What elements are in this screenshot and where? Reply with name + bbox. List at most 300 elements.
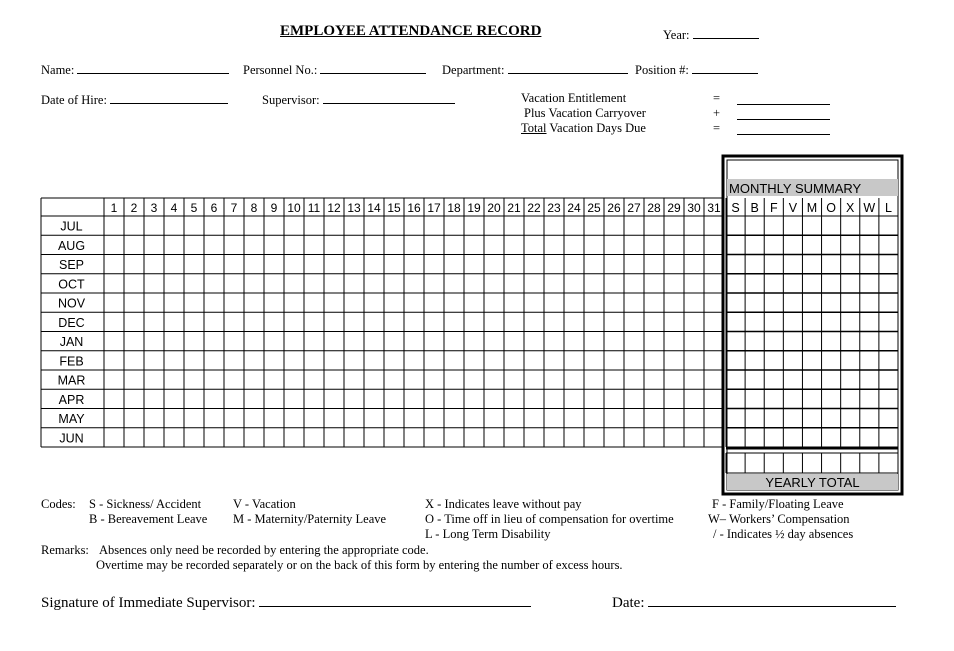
summary-cell[interactable] [765, 332, 783, 350]
summary-cell[interactable] [822, 351, 840, 369]
attendance-cell[interactable] [105, 236, 124, 254]
attendance-cell[interactable] [345, 371, 364, 389]
attendance-cell[interactable] [405, 236, 424, 254]
attendance-cell[interactable] [245, 428, 264, 446]
attendance-cell[interactable] [705, 236, 724, 254]
summary-cell[interactable] [746, 428, 764, 446]
attendance-cell[interactable] [425, 390, 444, 408]
attendance-cell[interactable] [645, 351, 664, 369]
summary-cell[interactable] [803, 217, 821, 235]
summary-cell[interactable] [822, 313, 840, 331]
attendance-cell[interactable] [425, 428, 444, 446]
attendance-cell[interactable] [645, 255, 664, 273]
attendance-cell[interactable] [525, 332, 544, 350]
summary-cell[interactable] [860, 294, 878, 312]
attendance-cell[interactable] [325, 409, 344, 427]
attendance-cell[interactable] [565, 255, 584, 273]
summary-cell[interactable] [879, 332, 897, 350]
summary-cell[interactable] [727, 351, 745, 369]
attendance-cell[interactable] [125, 371, 144, 389]
summary-cell[interactable] [765, 371, 783, 389]
summary-cell[interactable] [860, 332, 878, 350]
attendance-cell[interactable] [325, 351, 344, 369]
yearly-total-cell[interactable] [822, 454, 840, 473]
signature-blank[interactable] [259, 592, 531, 607]
attendance-cell[interactable] [245, 217, 264, 235]
summary-cell[interactable] [822, 274, 840, 292]
attendance-cell[interactable] [125, 409, 144, 427]
attendance-cell[interactable] [445, 313, 464, 331]
attendance-cell[interactable] [545, 409, 564, 427]
attendance-cell[interactable] [705, 409, 724, 427]
attendance-cell[interactable] [405, 274, 424, 292]
attendance-cell[interactable] [685, 274, 704, 292]
summary-cell[interactable] [727, 428, 745, 446]
attendance-cell[interactable] [505, 217, 524, 235]
attendance-cell[interactable] [705, 294, 724, 312]
summary-cell[interactable] [784, 428, 802, 446]
attendance-cell[interactable] [505, 390, 524, 408]
summary-cell[interactable] [727, 332, 745, 350]
attendance-cell[interactable] [205, 409, 224, 427]
summary-cell[interactable] [765, 409, 783, 427]
attendance-cell[interactable] [325, 332, 344, 350]
attendance-cell[interactable] [345, 217, 364, 235]
attendance-cell[interactable] [565, 236, 584, 254]
attendance-cell[interactable] [465, 274, 484, 292]
attendance-cell[interactable] [145, 236, 164, 254]
attendance-cell[interactable] [465, 255, 484, 273]
attendance-cell[interactable] [285, 274, 304, 292]
yearly-total-cell[interactable] [860, 454, 878, 473]
attendance-cell[interactable] [525, 255, 544, 273]
attendance-cell[interactable] [385, 313, 404, 331]
attendance-cell[interactable] [325, 255, 344, 273]
attendance-cell[interactable] [505, 274, 524, 292]
attendance-cell[interactable] [625, 236, 644, 254]
attendance-cell[interactable] [145, 255, 164, 273]
attendance-cell[interactable] [585, 332, 604, 350]
attendance-cell[interactable] [665, 313, 684, 331]
attendance-cell[interactable] [545, 274, 564, 292]
attendance-cell[interactable] [245, 351, 264, 369]
attendance-cell[interactable] [205, 428, 224, 446]
attendance-cell[interactable] [305, 371, 324, 389]
summary-cell[interactable] [746, 274, 764, 292]
attendance-cell[interactable] [205, 371, 224, 389]
yearly-total-cell[interactable] [784, 454, 802, 473]
attendance-cell[interactable] [385, 236, 404, 254]
attendance-cell[interactable] [405, 332, 424, 350]
attendance-cell[interactable] [545, 313, 564, 331]
attendance-cell[interactable] [545, 255, 564, 273]
attendance-cell[interactable] [485, 351, 504, 369]
summary-cell[interactable] [803, 294, 821, 312]
attendance-cell[interactable] [185, 274, 204, 292]
attendance-cell[interactable] [405, 294, 424, 312]
attendance-cell[interactable] [285, 294, 304, 312]
attendance-cell[interactable] [465, 294, 484, 312]
attendance-cell[interactable] [445, 294, 464, 312]
summary-cell[interactable] [879, 236, 897, 254]
attendance-cell[interactable] [165, 351, 184, 369]
attendance-cell[interactable] [705, 217, 724, 235]
attendance-cell[interactable] [365, 274, 384, 292]
attendance-cell[interactable] [565, 390, 584, 408]
attendance-cell[interactable] [605, 313, 624, 331]
attendance-cell[interactable] [205, 217, 224, 235]
summary-cell[interactable] [727, 294, 745, 312]
attendance-cell[interactable] [485, 371, 504, 389]
attendance-cell[interactable] [365, 332, 384, 350]
attendance-cell[interactable] [165, 236, 184, 254]
attendance-cell[interactable] [525, 313, 544, 331]
attendance-cell[interactable] [285, 409, 304, 427]
attendance-cell[interactable] [245, 236, 264, 254]
attendance-cell[interactable] [305, 332, 324, 350]
attendance-cell[interactable] [485, 217, 504, 235]
attendance-cell[interactable] [365, 409, 384, 427]
summary-cell[interactable] [765, 351, 783, 369]
attendance-cell[interactable] [565, 332, 584, 350]
summary-cell[interactable] [746, 236, 764, 254]
attendance-cell[interactable] [385, 351, 404, 369]
attendance-cell[interactable] [105, 351, 124, 369]
attendance-cell[interactable] [365, 428, 384, 446]
attendance-cell[interactable] [265, 351, 284, 369]
attendance-cell[interactable] [425, 294, 444, 312]
attendance-cell[interactable] [245, 332, 264, 350]
attendance-cell[interactable] [585, 255, 604, 273]
attendance-cell[interactable] [585, 274, 604, 292]
attendance-cell[interactable] [365, 313, 384, 331]
attendance-cell[interactable] [205, 313, 224, 331]
attendance-cell[interactable] [565, 217, 584, 235]
attendance-cell[interactable] [345, 313, 364, 331]
attendance-cell[interactable] [605, 236, 624, 254]
attendance-cell[interactable] [345, 428, 364, 446]
attendance-cell[interactable] [485, 313, 504, 331]
attendance-cell[interactable] [125, 274, 144, 292]
summary-cell[interactable] [803, 428, 821, 446]
attendance-cell[interactable] [385, 390, 404, 408]
attendance-cell[interactable] [105, 217, 124, 235]
attendance-cell[interactable] [705, 428, 724, 446]
attendance-cell[interactable] [305, 313, 324, 331]
attendance-cell[interactable] [385, 371, 404, 389]
summary-cell[interactable] [784, 217, 802, 235]
attendance-cell[interactable] [365, 294, 384, 312]
attendance-cell[interactable] [605, 332, 624, 350]
yearly-total-cell[interactable] [841, 454, 859, 473]
attendance-cell[interactable] [285, 351, 304, 369]
attendance-cell[interactable] [705, 274, 724, 292]
attendance-cell[interactable] [605, 294, 624, 312]
attendance-cell[interactable] [505, 351, 524, 369]
attendance-cell[interactable] [525, 274, 544, 292]
attendance-cell[interactable] [485, 255, 504, 273]
attendance-cell[interactable] [685, 294, 704, 312]
attendance-cell[interactable] [485, 409, 504, 427]
summary-cell[interactable] [879, 294, 897, 312]
attendance-cell[interactable] [345, 332, 364, 350]
summary-cell[interactable] [822, 428, 840, 446]
attendance-cell[interactable] [625, 390, 644, 408]
attendance-cell[interactable] [365, 390, 384, 408]
summary-cell[interactable] [727, 313, 745, 331]
attendance-cell[interactable] [505, 409, 524, 427]
attendance-cell[interactable] [225, 332, 244, 350]
summary-cell[interactable] [841, 428, 859, 446]
attendance-cell[interactable] [405, 313, 424, 331]
summary-cell[interactable] [860, 255, 878, 273]
attendance-cell[interactable] [645, 313, 664, 331]
attendance-cell[interactable] [645, 390, 664, 408]
attendance-cell[interactable] [625, 409, 644, 427]
attendance-cell[interactable] [365, 217, 384, 235]
attendance-cell[interactable] [545, 351, 564, 369]
summary-cell[interactable] [860, 274, 878, 292]
attendance-cell[interactable] [245, 255, 264, 273]
summary-cell[interactable] [860, 351, 878, 369]
attendance-cell[interactable] [205, 390, 224, 408]
summary-cell[interactable] [746, 313, 764, 331]
summary-cell[interactable] [765, 390, 783, 408]
attendance-cell[interactable] [245, 390, 264, 408]
attendance-cell[interactable] [305, 351, 324, 369]
attendance-cell[interactable] [505, 313, 524, 331]
summary-cell[interactable] [860, 409, 878, 427]
attendance-cell[interactable] [285, 236, 304, 254]
attendance-cell[interactable] [105, 294, 124, 312]
attendance-cell[interactable] [565, 351, 584, 369]
attendance-cell[interactable] [585, 217, 604, 235]
attendance-cell[interactable] [485, 428, 504, 446]
summary-cell[interactable] [841, 371, 859, 389]
attendance-cell[interactable] [145, 217, 164, 235]
attendance-cell[interactable] [405, 351, 424, 369]
summary-cell[interactable] [784, 390, 802, 408]
attendance-cell[interactable] [325, 390, 344, 408]
attendance-cell[interactable] [325, 294, 344, 312]
summary-cell[interactable] [860, 236, 878, 254]
attendance-cell[interactable] [645, 274, 664, 292]
attendance-cell[interactable] [645, 236, 664, 254]
attendance-cell[interactable] [605, 255, 624, 273]
summary-cell[interactable] [879, 371, 897, 389]
attendance-cell[interactable] [325, 313, 344, 331]
attendance-cell[interactable] [245, 274, 264, 292]
attendance-cell[interactable] [425, 236, 444, 254]
attendance-cell[interactable] [325, 217, 344, 235]
attendance-cell[interactable] [545, 390, 564, 408]
attendance-cell[interactable] [385, 294, 404, 312]
summary-cell[interactable] [784, 294, 802, 312]
attendance-cell[interactable] [365, 236, 384, 254]
summary-cell[interactable] [879, 274, 897, 292]
attendance-cell[interactable] [465, 332, 484, 350]
attendance-cell[interactable] [405, 217, 424, 235]
attendance-cell[interactable] [685, 255, 704, 273]
attendance-cell[interactable] [385, 255, 404, 273]
attendance-cell[interactable] [105, 390, 124, 408]
summary-cell[interactable] [879, 409, 897, 427]
attendance-cell[interactable] [205, 332, 224, 350]
attendance-cell[interactable] [425, 255, 444, 273]
attendance-cell[interactable] [305, 294, 324, 312]
attendance-cell[interactable] [485, 236, 504, 254]
summary-cell[interactable] [822, 332, 840, 350]
attendance-cell[interactable] [385, 409, 404, 427]
attendance-cell[interactable] [225, 313, 244, 331]
attendance-cell[interactable] [405, 409, 424, 427]
summary-cell[interactable] [803, 255, 821, 273]
attendance-cell[interactable] [565, 294, 584, 312]
summary-cell[interactable] [727, 390, 745, 408]
summary-cell[interactable] [803, 390, 821, 408]
summary-cell[interactable] [746, 371, 764, 389]
attendance-cell[interactable] [205, 294, 224, 312]
attendance-cell[interactable] [605, 409, 624, 427]
attendance-cell[interactable] [245, 313, 264, 331]
attendance-cell[interactable] [465, 390, 484, 408]
attendance-cell[interactable] [225, 351, 244, 369]
summary-cell[interactable] [879, 428, 897, 446]
summary-cell[interactable] [822, 409, 840, 427]
attendance-cell[interactable] [265, 274, 284, 292]
attendance-cell[interactable] [505, 371, 524, 389]
attendance-cell[interactable] [545, 294, 564, 312]
yearly-total-cell[interactable] [803, 454, 821, 473]
summary-cell[interactable] [841, 390, 859, 408]
summary-cell[interactable] [860, 390, 878, 408]
attendance-cell[interactable] [525, 428, 544, 446]
attendance-cell[interactable] [205, 274, 224, 292]
attendance-cell[interactable] [245, 409, 264, 427]
attendance-cell[interactable] [205, 255, 224, 273]
attendance-cell[interactable] [565, 371, 584, 389]
yearly-total-cell[interactable] [727, 454, 745, 473]
summary-cell[interactable] [841, 236, 859, 254]
attendance-cell[interactable] [445, 332, 464, 350]
summary-cell[interactable] [784, 236, 802, 254]
attendance-cell[interactable] [705, 313, 724, 331]
summary-cell[interactable] [841, 351, 859, 369]
attendance-cell[interactable] [505, 255, 524, 273]
summary-cell[interactable] [803, 313, 821, 331]
attendance-cell[interactable] [665, 351, 684, 369]
summary-cell[interactable] [803, 332, 821, 350]
attendance-cell[interactable] [385, 428, 404, 446]
attendance-cell[interactable] [645, 409, 664, 427]
attendance-cell[interactable] [505, 294, 524, 312]
attendance-cell[interactable] [405, 371, 424, 389]
attendance-cell[interactable] [305, 428, 324, 446]
attendance-cell[interactable] [685, 236, 704, 254]
attendance-cell[interactable] [425, 313, 444, 331]
attendance-cell[interactable] [345, 294, 364, 312]
attendance-cell[interactable] [445, 217, 464, 235]
attendance-cell[interactable] [385, 217, 404, 235]
attendance-cell[interactable] [405, 255, 424, 273]
attendance-cell[interactable] [345, 390, 364, 408]
attendance-cell[interactable] [225, 236, 244, 254]
attendance-cell[interactable] [165, 255, 184, 273]
summary-cell[interactable] [765, 217, 783, 235]
attendance-cell[interactable] [245, 294, 264, 312]
attendance-cell[interactable] [145, 351, 164, 369]
summary-cell[interactable] [841, 409, 859, 427]
attendance-cell[interactable] [525, 409, 544, 427]
summary-cell[interactable] [746, 409, 764, 427]
summary-cell[interactable] [784, 255, 802, 273]
summary-cell[interactable] [822, 217, 840, 235]
attendance-cell[interactable] [365, 371, 384, 389]
attendance-cell[interactable] [485, 390, 504, 408]
summary-cell[interactable] [727, 217, 745, 235]
attendance-cell[interactable] [425, 332, 444, 350]
summary-cell[interactable] [765, 428, 783, 446]
attendance-cell[interactable] [445, 428, 464, 446]
attendance-cell[interactable] [445, 236, 464, 254]
attendance-cell[interactable] [665, 371, 684, 389]
attendance-cell[interactable] [225, 428, 244, 446]
attendance-cell[interactable] [165, 313, 184, 331]
summary-cell[interactable] [803, 409, 821, 427]
summary-cell[interactable] [879, 217, 897, 235]
attendance-cell[interactable] [545, 428, 564, 446]
attendance-cell[interactable] [465, 428, 484, 446]
attendance-cell[interactable] [345, 409, 364, 427]
attendance-cell[interactable] [265, 313, 284, 331]
attendance-cell[interactable] [185, 428, 204, 446]
attendance-cell[interactable] [205, 351, 224, 369]
attendance-cell[interactable] [625, 255, 644, 273]
attendance-cell[interactable] [585, 313, 604, 331]
attendance-cell[interactable] [445, 390, 464, 408]
attendance-cell[interactable] [585, 236, 604, 254]
summary-cell[interactable] [746, 351, 764, 369]
attendance-cell[interactable] [505, 428, 524, 446]
attendance-cell[interactable] [165, 428, 184, 446]
attendance-cell[interactable] [105, 332, 124, 350]
attendance-cell[interactable] [105, 371, 124, 389]
attendance-cell[interactable] [645, 428, 664, 446]
summary-cell[interactable] [746, 332, 764, 350]
attendance-cell[interactable] [545, 371, 564, 389]
attendance-cell[interactable] [445, 255, 464, 273]
attendance-cell[interactable] [145, 313, 164, 331]
attendance-cell[interactable] [665, 274, 684, 292]
summary-cell[interactable] [803, 351, 821, 369]
attendance-cell[interactable] [125, 313, 144, 331]
attendance-cell[interactable] [145, 371, 164, 389]
summary-cell[interactable] [746, 255, 764, 273]
attendance-cell[interactable] [665, 217, 684, 235]
attendance-cell[interactable] [665, 255, 684, 273]
attendance-cell[interactable] [165, 217, 184, 235]
attendance-cell[interactable] [125, 217, 144, 235]
attendance-cell[interactable] [365, 351, 384, 369]
attendance-cell[interactable] [645, 332, 664, 350]
attendance-cell[interactable] [325, 428, 344, 446]
summary-cell[interactable] [784, 371, 802, 389]
attendance-cell[interactable] [685, 371, 704, 389]
attendance-cell[interactable] [285, 332, 304, 350]
attendance-cell[interactable] [165, 274, 184, 292]
attendance-cell[interactable] [465, 236, 484, 254]
summary-cell[interactable] [727, 236, 745, 254]
